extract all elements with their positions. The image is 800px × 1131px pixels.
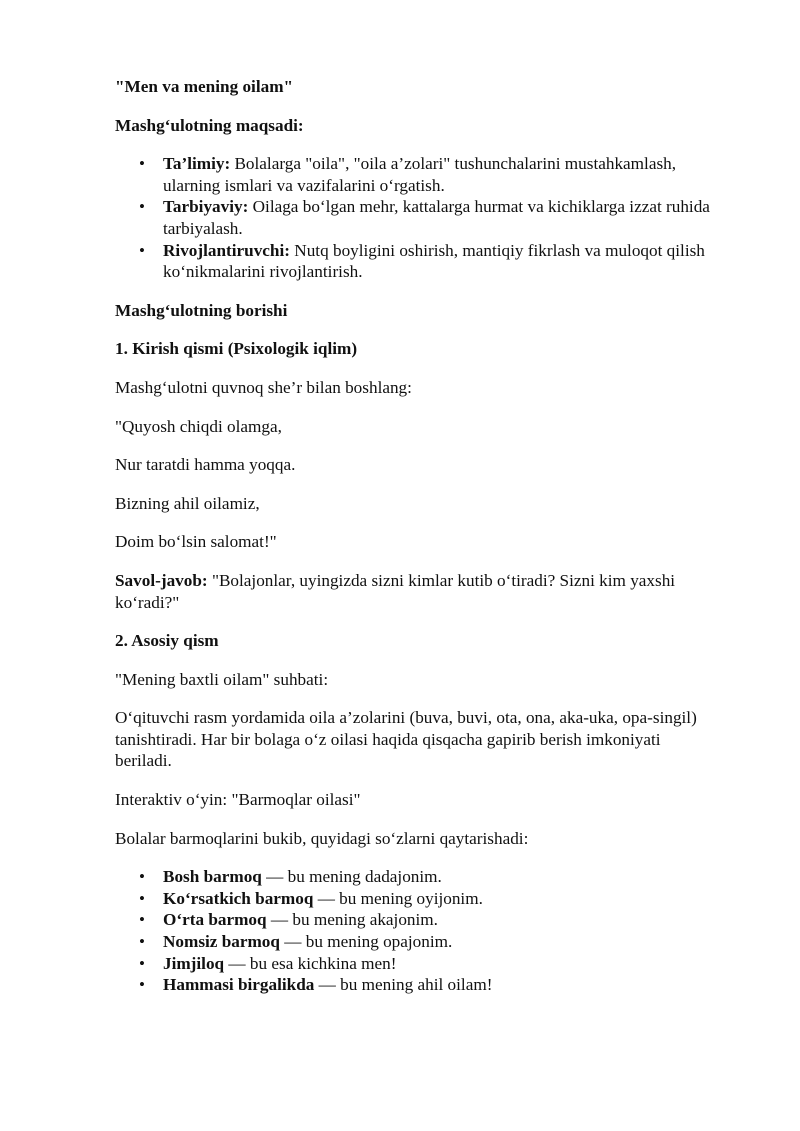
paragraph [115,570,715,613]
list-item [163,196,715,239]
list-item [163,888,715,910]
goal-term: Rivojlantiruvchi: [163,240,290,260]
poem-line: "Quyosh chiqdi olamga, [115,416,282,436]
finger-term: O‘rta barmoq [163,910,267,930]
list-item [163,909,715,931]
finger-text: — bu mening opajonim. [279,932,453,952]
paragraph: Mashg‘ulotni quvnoq she’r bilan boshlang: [115,377,412,397]
list-item [163,153,715,196]
finger-text: — bu esa kichkina men! [224,953,397,973]
poem-line: Doim bo‘lsin salomat!" [115,532,277,552]
paragraph: Interaktiv o‘yin: "Barmoqlar oilasi" [115,790,361,810]
finger-term: Nomsiz barmoq [163,932,280,952]
goals-list [115,153,715,283]
savol-term: Savol-javob: [115,570,208,590]
poem-line: Bizning ahil oilamiz, [115,493,260,513]
list-item [163,953,715,975]
paragraph: "Mening baxtli oilam" suhbati: [115,669,329,689]
list-item [163,974,715,996]
finger-text: — bu mening akajonim. [266,910,438,930]
finger-text: — bu mening ahil oilam! [314,975,493,995]
list-item [163,931,715,953]
poem-line: Nur taratdi hamma yoqqa. [115,455,296,475]
list-item [163,240,715,283]
savol-text: "Bolajonlar, uyingizda sizni kimlar kutib o‘tiradi? Sizni kim yaxshi ko‘radi?" [115,570,676,612]
finger-term: Jimjiloq [163,953,225,973]
list-item [163,866,715,888]
section-heading: 2. Asosiy qism [115,631,219,651]
finger-text: — bu mening oyijonim. [313,888,483,908]
finger-text: — bu mening dadajonim. [261,867,442,887]
goals-heading: Mashg‘ulotning maqsadi: [115,115,304,135]
fingers-list [115,866,715,996]
goal-term: Tarbiyaviy: [163,197,249,217]
finger-term: Ko‘rsatkich barmoq [163,888,314,908]
finger-term: Hammasi birgalikda [163,975,315,995]
section-heading: Mashg‘ulotning borishi [115,300,288,320]
goal-text: Nutq boyligini oshirish, mantiqiy fikrlash va muloqot qilish ko‘nikmalarini rivojlantirish. [163,240,705,282]
goal-term: Ta’limiy: [163,154,231,174]
finger-term: Bosh barmoq [163,867,262,887]
section-heading: 1. Kirish qismi (Psixologik iqlim) [115,339,358,359]
paragraph: O‘qituvchi rasm yordamida oila a’zolarini (buva, buvi, ota, ona, aka-uka, opa-singil) tanishtiradi. Har bir bolaga o‘z oilasi haqida qisqacha gapirib berish imkoniyati beriladi. [115,708,697,771]
goal-text: Oilaga bo‘lgan mehr, kattalarga hurmat va kichiklarga izzat ruhida tarbiyalash. [163,197,710,238]
goal-text: Bolalarga "oila", "oila a’zolari" tushunchalarini mustahkamlash, ularning ismlari va vazifalarini o‘rgatish. [163,154,677,195]
document-title: "Men va mening oilam" [115,77,294,96]
document-body [115,76,715,996]
paragraph: Bolalar barmoqlarini bukib, quyidagi so‘zlarni qaytarishadi: [115,828,529,848]
